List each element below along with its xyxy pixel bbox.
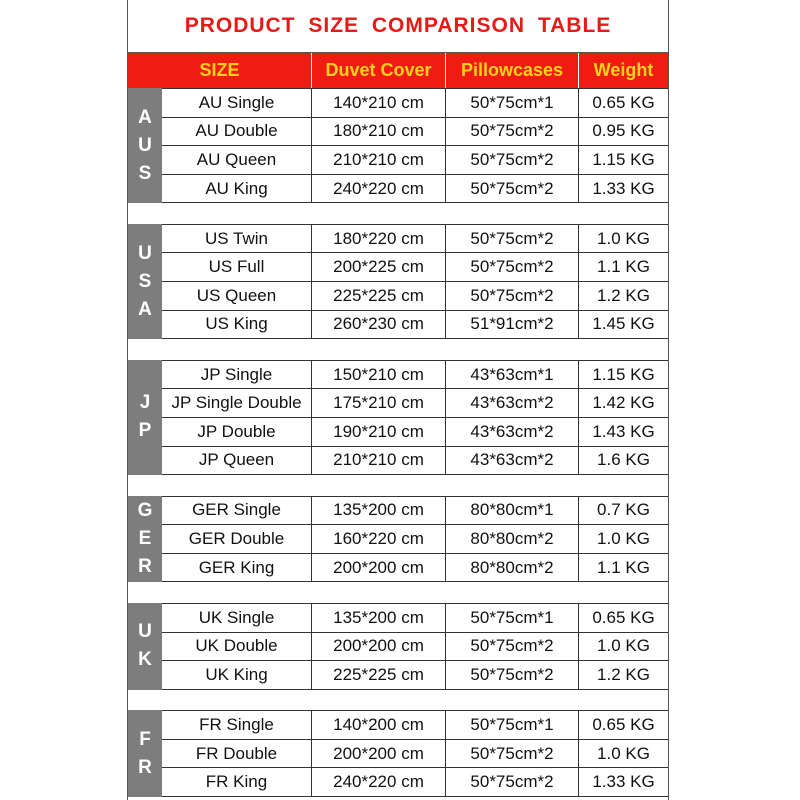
table-row [162,118,668,147]
region-letter: S [138,270,152,292]
pillowcases-cell: 80*80cm*2 [446,554,579,582]
weight-cell: 1.45 KG [592,314,655,334]
region-letter: R [138,556,152,578]
pillowcases-cell: 80*80cm*2 [446,525,579,553]
size-cell: US Queen [162,282,312,310]
size-cell: US Twin [162,225,312,253]
region-group [128,710,668,797]
table-row [162,554,668,583]
size-cell: JP Single Double [162,389,312,417]
size-cell: UK King [162,661,312,689]
pillowcases-cell: 43*63cm*2 [446,447,579,475]
duvet-cover-cell: 175*210 cm [312,389,446,417]
size-cell: GER Double [162,525,312,553]
header-row [128,53,668,88]
duvet-cover-cell: 200*200 cm [312,633,446,661]
region-letter: J [139,392,151,414]
table-row [162,418,668,447]
weight-cell: 1.15 KG [592,149,655,169]
weight-cell: 0.65 KG [592,607,655,627]
pillowcases-cell: 50*75cm*2 [446,175,579,203]
table-row [162,389,668,418]
size-cell: AU King [162,175,312,203]
header-weight: Weight [593,60,654,80]
pillowcases-cell: 43*63cm*1 [446,361,579,389]
region-group [128,496,668,583]
pillowcases-cell: 50*75cm*2 [446,146,579,174]
duvet-cover-cell: 180*210 cm [312,118,446,146]
weight-cell: 0.65 KG [592,92,655,112]
duvet-cover-cell: 225*225 cm [312,661,446,689]
region-label [128,603,162,690]
duvet-cover-cell: 240*220 cm [312,175,446,203]
table-row [162,740,668,769]
region-label [128,224,162,339]
size-cell: AU Queen [162,146,312,174]
pillowcases-cell: 50*75cm*2 [446,768,579,796]
size-cell: JP Double [162,418,312,446]
region-rows [162,88,668,203]
region-letter: A [138,106,152,128]
pillowcases-cell: 43*63cm*2 [446,418,579,446]
size-cell: JP Single [162,361,312,389]
table-row [162,175,668,204]
size-cell: US King [162,311,312,339]
table-row [162,282,668,311]
duvet-cover-cell: 135*200 cm [312,497,446,525]
region-rows [162,360,668,475]
group-spacer [128,690,668,711]
size-cell: US Full [162,253,312,281]
table-row [162,661,668,690]
weight-cell: 1.42 KG [592,393,655,413]
table-row [162,497,668,526]
weight-cell: 1.1 KG [597,257,650,277]
region-label [128,710,162,797]
pillowcases-cell: 50*75cm*2 [446,740,579,768]
weight-cell: 0.95 KG [592,121,655,141]
group-spacer [128,339,668,360]
size-cell: UK Double [162,633,312,661]
weight-cell: 1.6 KG [597,450,650,470]
pillowcases-cell: 51*91cm*2 [446,311,579,339]
duvet-cover-cell: 225*225 cm [312,282,446,310]
weight-cell: 1.0 KG [597,529,650,549]
header-duvet-cover: Duvet Cover [312,53,446,88]
size-cell: FR King [162,768,312,796]
duvet-cover-cell: 150*210 cm [312,361,446,389]
region-label [128,360,162,475]
duvet-cover-cell: 200*225 cm [312,253,446,281]
table-row [162,447,668,476]
region-group [128,603,668,690]
pillowcases-cell: 43*63cm*2 [446,389,579,417]
pillowcases-cell: 50*75cm*2 [446,633,579,661]
pillowcases-cell: 50*75cm*2 [446,225,579,253]
group-spacer [128,583,668,604]
duvet-cover-cell: 200*200 cm [312,740,446,768]
header-pillowcases: Pillowcases [446,53,579,88]
region-letter: R [138,756,152,778]
duvet-cover-cell: 135*200 cm [312,604,446,632]
table-row [162,711,668,740]
region-letter: K [138,649,152,671]
weight-cell: 1.2 KG [597,664,650,684]
table-row [162,253,668,282]
duvet-cover-cell: 140*200 cm [312,711,446,739]
region-letter: U [138,621,152,643]
size-cell: AU Double [162,118,312,146]
region-group [128,360,668,475]
table-row [162,525,668,554]
region-rows [162,710,668,797]
weight-cell: 1.43 KG [592,421,655,441]
size-cell: FR Double [162,740,312,768]
weight-cell: 0.7 KG [597,500,650,520]
region-rows [162,496,668,583]
region-letter: A [138,298,152,320]
weight-cell: 0.65 KG [592,715,655,735]
pillowcases-cell: 50*75cm*2 [446,282,579,310]
region-rows [162,603,668,690]
weight-cell: 1.1 KG [597,557,650,577]
size-cell: FR Single [162,711,312,739]
pillowcases-cell: 50*75cm*1 [446,604,579,632]
region-group [128,224,668,339]
size-cell: JP Queen [162,447,312,475]
header-size: SIZE [128,53,312,88]
weight-cell: 1.0 KG [597,743,650,763]
duvet-cover-cell: 240*220 cm [312,768,446,796]
region-label [128,496,162,583]
size-comparison-table [127,0,669,800]
weight-cell: 1.33 KG [592,772,655,792]
weight-cell: 1.2 KG [597,285,650,305]
region-letter: U [138,242,152,264]
weight-cell: 1.0 KG [597,636,650,656]
table-row [162,604,668,633]
pillowcases-cell: 50*75cm*2 [446,118,579,146]
weight-cell: 1.15 KG [592,364,655,384]
group-spacer [128,475,668,496]
table-title: PRODUCT SIZE COMPARISON TABLE [128,0,668,53]
region-letter: S [138,162,152,184]
weight-cell: 1.33 KG [592,178,655,198]
region-letter: E [138,528,152,550]
pillowcases-cell: 50*75cm*2 [446,253,579,281]
size-cell: AU Single [162,89,312,117]
region-letter: G [137,500,153,522]
pillowcases-cell: 50*75cm*1 [446,89,579,117]
table-row [162,633,668,662]
region-letter: P [138,420,152,442]
table-row [162,146,668,175]
duvet-cover-cell: 260*230 cm [312,311,446,339]
region-letter: U [138,134,152,156]
table-row [162,89,668,118]
duvet-cover-cell: 190*210 cm [312,418,446,446]
size-cell: UK Single [162,604,312,632]
group-spacer [128,203,668,224]
pillowcases-cell: 50*75cm*2 [446,661,579,689]
region-letter: F [139,728,151,750]
duvet-cover-cell: 140*210 cm [312,89,446,117]
table-row [162,311,668,340]
pillowcases-cell: 80*80cm*1 [446,497,579,525]
region-rows [162,224,668,339]
table-row [162,768,668,797]
duvet-cover-cell: 210*210 cm [312,447,446,475]
table-row [162,225,668,254]
weight-cell: 1.0 KG [597,228,650,248]
size-cell: GER King [162,554,312,582]
duvet-cover-cell: 200*200 cm [312,554,446,582]
size-cell: GER Single [162,497,312,525]
pillowcases-cell: 50*75cm*1 [446,711,579,739]
duvet-cover-cell: 180*220 cm [312,225,446,253]
table-row [162,361,668,390]
region-group [128,88,668,203]
duvet-cover-cell: 160*220 cm [312,525,446,553]
duvet-cover-cell: 210*210 cm [312,146,446,174]
region-label [128,88,162,203]
